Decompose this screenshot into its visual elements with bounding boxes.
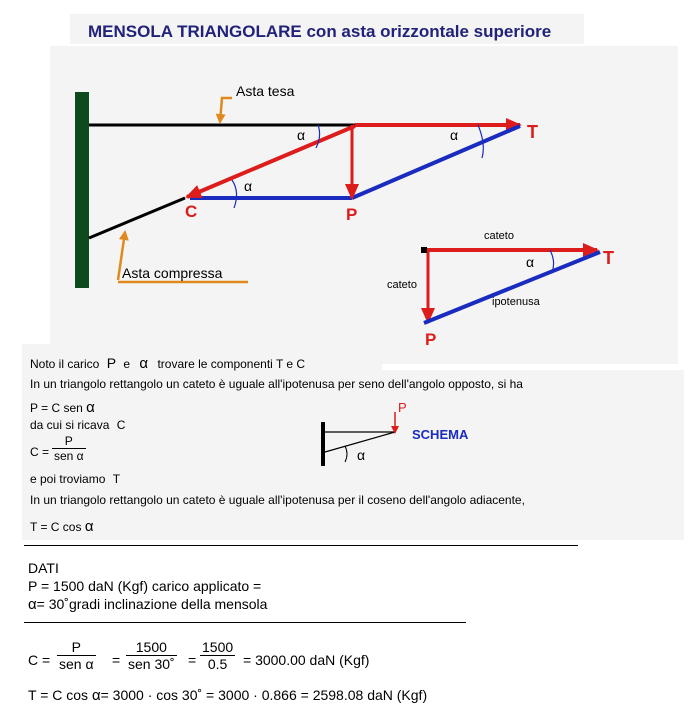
text-line-1-alpha: α (139, 355, 149, 372)
text-line-1 (30, 355, 305, 372)
dati-line-2 (28, 596, 267, 613)
compression-bar (89, 198, 185, 238)
calc-t-alpha: α (91, 687, 101, 704)
label-P: P (346, 205, 358, 224)
calc-t-line-a: T = C cos (28, 687, 89, 703)
text-line-4 (30, 472, 120, 486)
calc-c-result: = 3000.00 daN (Kgf) (243, 652, 370, 668)
calc-c-frac-1 (57, 639, 96, 672)
label-C: C (185, 202, 198, 221)
page-title: MENSOLA TRIANGOLARE con asta orizzontale superiore (88, 22, 552, 41)
label-asta-tesa: Asta tesa (236, 83, 295, 99)
schema-label: SCHEMA (412, 427, 469, 442)
tri-ipotenusa (424, 252, 600, 323)
tri-alpha: α (526, 254, 535, 270)
tri-corner (421, 247, 427, 253)
tri-label-P: P (425, 330, 437, 349)
calc-c-frac-2 (126, 639, 177, 672)
tri-label-T: T (603, 248, 614, 268)
schema-P: P (398, 400, 407, 415)
tri-label-cateto-left: cateto (387, 279, 417, 291)
divider-1 (24, 545, 578, 546)
calc-c-frac-3-num: 1500 (202, 639, 234, 655)
label-T: T (527, 122, 538, 142)
text-line-1-b: trovare le componenti T e C (157, 357, 306, 371)
dati-line-1: P = 1500 daN (Kgf) carico applicato = (28, 578, 262, 594)
alpha-3: α (244, 178, 253, 194)
calc-c-frac-3-den: 0.5 (207, 656, 228, 672)
tri-label-ipotenusa: ipotenusa (492, 296, 540, 308)
equation-1-text: P = C sen (30, 401, 83, 415)
calc-t-line (28, 687, 427, 704)
calc-c-lhs: C = (28, 652, 51, 668)
force-hypotenuse (352, 126, 520, 198)
schema-wall (321, 422, 325, 466)
equation-3-alpha: α (84, 518, 94, 535)
calc-c-frac-2-den: sen 30˚ (128, 656, 175, 672)
equation-2-lhs: C = (30, 445, 50, 459)
text-line-2: In un triangolo rettangolo un cateto è uguale all'ipotenusa per seno dell'angolo opposto, si ha (30, 377, 523, 391)
calc-c-frac-3 (200, 639, 235, 672)
calc-c-frac-1-den: sen α (59, 656, 94, 672)
text-line-4-a: e poi troviamo (30, 472, 106, 486)
tri-label-cateto-top: cateto (484, 230, 514, 242)
schema-angle-arc (345, 446, 347, 462)
dati-heading: DATI (28, 560, 59, 576)
equation-1 (30, 399, 95, 416)
calc-c-frac-2-num: 1500 (126, 639, 177, 656)
equation-3 (30, 518, 93, 535)
text-line-1-P: P (106, 355, 117, 371)
text-line-4-T: T (112, 472, 121, 486)
equation-2-den: sen α (54, 449, 84, 463)
angle-arc-3 (232, 180, 237, 208)
angle-arc-1 (316, 125, 320, 148)
text-line-5: In un triangolo rettangolo un cateto è uguale all'ipotenusa per il coseno dell'angolo adiacente, (30, 493, 525, 507)
dati-alpha: α (28, 596, 37, 613)
schema-alpha: α (357, 447, 366, 463)
tri-angle-arc (550, 250, 554, 272)
divider-2 (24, 622, 466, 623)
wall (75, 92, 89, 288)
calc-t-line-b: = 3000 · cos 30˚ = 3000 · 0.866 = 2598.08 daN (Kgf) (100, 687, 428, 703)
text-line-3-C: C (116, 418, 126, 432)
alpha-2: α (450, 127, 459, 143)
equation-3-text: T = C cos (30, 520, 82, 534)
calc-c-eq-1: = (112, 652, 121, 668)
force-C-arrow (187, 126, 355, 197)
calc-c-frac-1-num: P (57, 639, 96, 656)
pointer-asta-tesa (220, 98, 232, 122)
equation-2-fraction (52, 434, 86, 463)
calc-c-eq-2: = (188, 652, 197, 668)
label-asta-compressa: Asta compressa (122, 265, 223, 281)
equation-1-alpha: α (86, 399, 95, 416)
equation-2-num: P (52, 434, 86, 449)
text-line-3-a: da cui si ricava (30, 418, 110, 432)
dati-line-2-text: = 30˚gradi inclinazione della mensola (36, 596, 268, 612)
alpha-1: α (297, 127, 306, 143)
text-line-3 (30, 418, 125, 432)
text-line-1-a: Noto il carico (30, 357, 100, 371)
text-line-1-e: e (123, 357, 131, 371)
